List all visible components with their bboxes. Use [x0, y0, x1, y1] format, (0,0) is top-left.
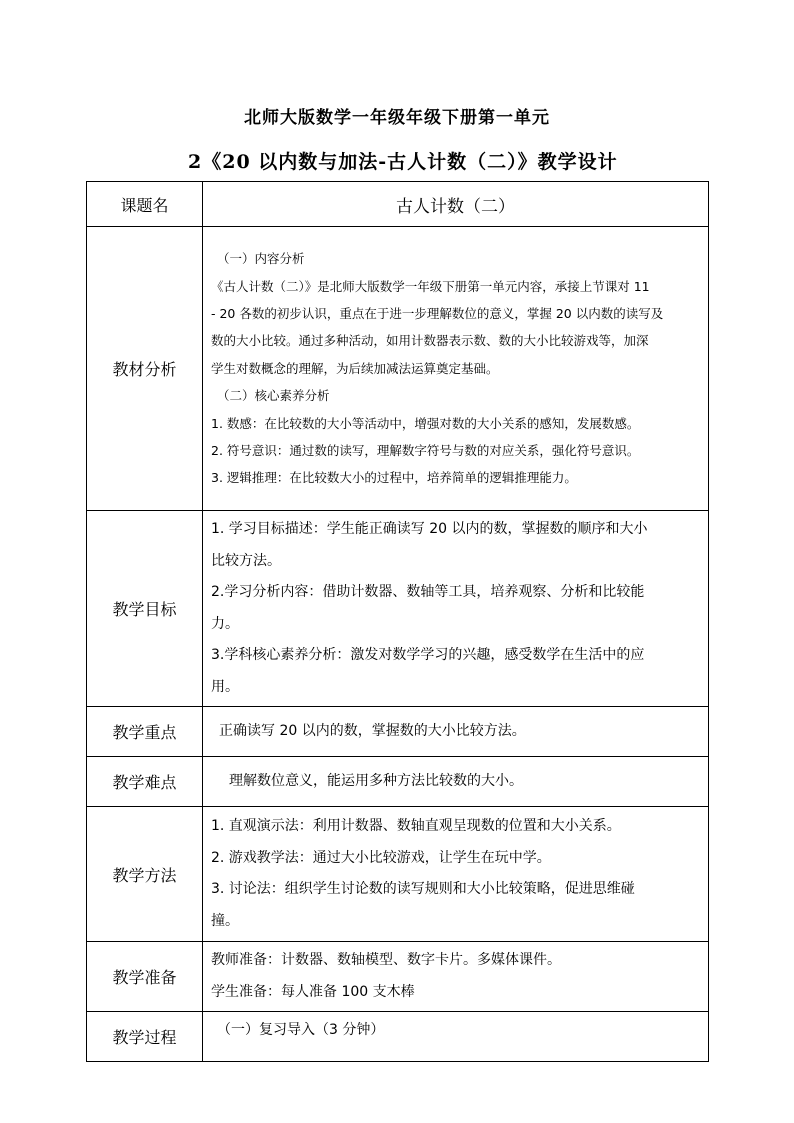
goals-line: 1. 学习目标描述：学生能正确读写 20 以内的数，掌握数的顺序和大小: [211, 521, 648, 537]
difficulty-content: [203, 757, 709, 807]
process-value: （一）复习导入（3 分钟）: [217, 1022, 385, 1038]
goals-line: 3.学科核心素养分析：激发对数学学习的兴趣，感受数学在生活中的应: [211, 647, 645, 663]
goals-line: 用。: [211, 678, 239, 695]
document-subtitle: 2《20 以内数与加法-古人计数（二）》教学设计: [188, 151, 618, 173]
goals-content: [203, 511, 709, 707]
table-row-methods: [87, 807, 709, 942]
table-row-difficulty: [87, 757, 709, 807]
key-value: 正确读写 20 以内的数，掌握数的大小比较方法。: [219, 722, 526, 739]
methods-line: 2. 游戏教学法：通过大小比较游戏，让学生在玩中学。: [211, 849, 551, 866]
row-label-methods: 教学方法: [87, 807, 203, 942]
table-row-process: [87, 1012, 709, 1062]
row-label-key: 教学重点: [87, 707, 203, 757]
analysis-line: （二）核心素养分析: [217, 388, 330, 404]
analysis-line: 学生对数概念的理解，为后续加减法运算奠定基础。: [211, 360, 499, 376]
row-label-topic: 课题名: [87, 182, 203, 227]
row-label-prep: 教学准备: [87, 942, 203, 1012]
row-label-process: 教学过程: [87, 1012, 203, 1062]
difficulty-value: 理解数位意义，能运用多种方法比较数的大小。: [229, 772, 523, 789]
table-row-goals: [87, 511, 709, 707]
analysis-line: 《古人计数（二）》是北师大版数学一年级下册第一单元内容，承接上节课对 11: [211, 278, 650, 294]
row-label-goals: 教学目标: [87, 511, 203, 707]
methods-line: 撞。: [211, 912, 239, 929]
methods-content: [203, 807, 709, 942]
table-row-prep: [87, 942, 709, 1012]
goals-line: 力。: [211, 615, 239, 632]
methods-line: 1. 直观演示法：利用计数器、数轴直观呈现数的位置和大小关系。: [211, 818, 621, 834]
table-row-key: [87, 707, 709, 757]
goals-line: 2.学习分析内容：借助计数器、数轴等工具，培养观察、分析和比较能: [211, 584, 645, 600]
document-title: 北师大版数学一年级年级下册第一单元: [244, 108, 550, 128]
process-content: [203, 1012, 709, 1062]
methods-line: 3. 讨论法：组织学生讨论数的读写规则和大小比较策略，促进思维碰: [211, 881, 635, 897]
prep-content: [203, 942, 709, 1012]
topic-value: 古人计数（二）: [203, 182, 709, 227]
row-label-difficulty: 教学难点: [87, 757, 203, 807]
analysis-line: （一）内容分析: [217, 251, 305, 267]
analysis-line: 数的大小比较。通过多种活动，如用计数器表示数、数的大小比较游戏等，加深: [211, 333, 649, 349]
table-row-topic: [87, 182, 709, 227]
analysis-line: 1. 数感：在比较数的大小等活动中，增强对数的大小关系的感知，发展数感。: [211, 415, 640, 431]
lesson-plan-table: [86, 181, 709, 1062]
analysis-line: 2. 符号意识：通过数的读写，理解数字符号与数的对应关系，强化符号意识。: [211, 443, 640, 459]
goals-line: 比较方法。: [211, 552, 281, 569]
key-content: [203, 707, 709, 757]
table-row-analysis: [87, 227, 709, 511]
analysis-line: 3. 逻辑推理：在比较数大小的过程中，培养简单的逻辑推理能力。: [211, 470, 577, 486]
prep-line: 学生准备：每人准备 100 支木棒: [211, 983, 415, 1000]
prep-line: 教师准备：计数器、数轴模型、数字卡片。多媒体课件。: [211, 952, 561, 968]
row-label-analysis: 教材分析: [87, 227, 203, 511]
analysis-line: - 20 各数的初步认识，重点在于进一步理解数位的意义，掌握 20 以内数的读写及: [211, 305, 664, 321]
analysis-content: [203, 227, 709, 511]
